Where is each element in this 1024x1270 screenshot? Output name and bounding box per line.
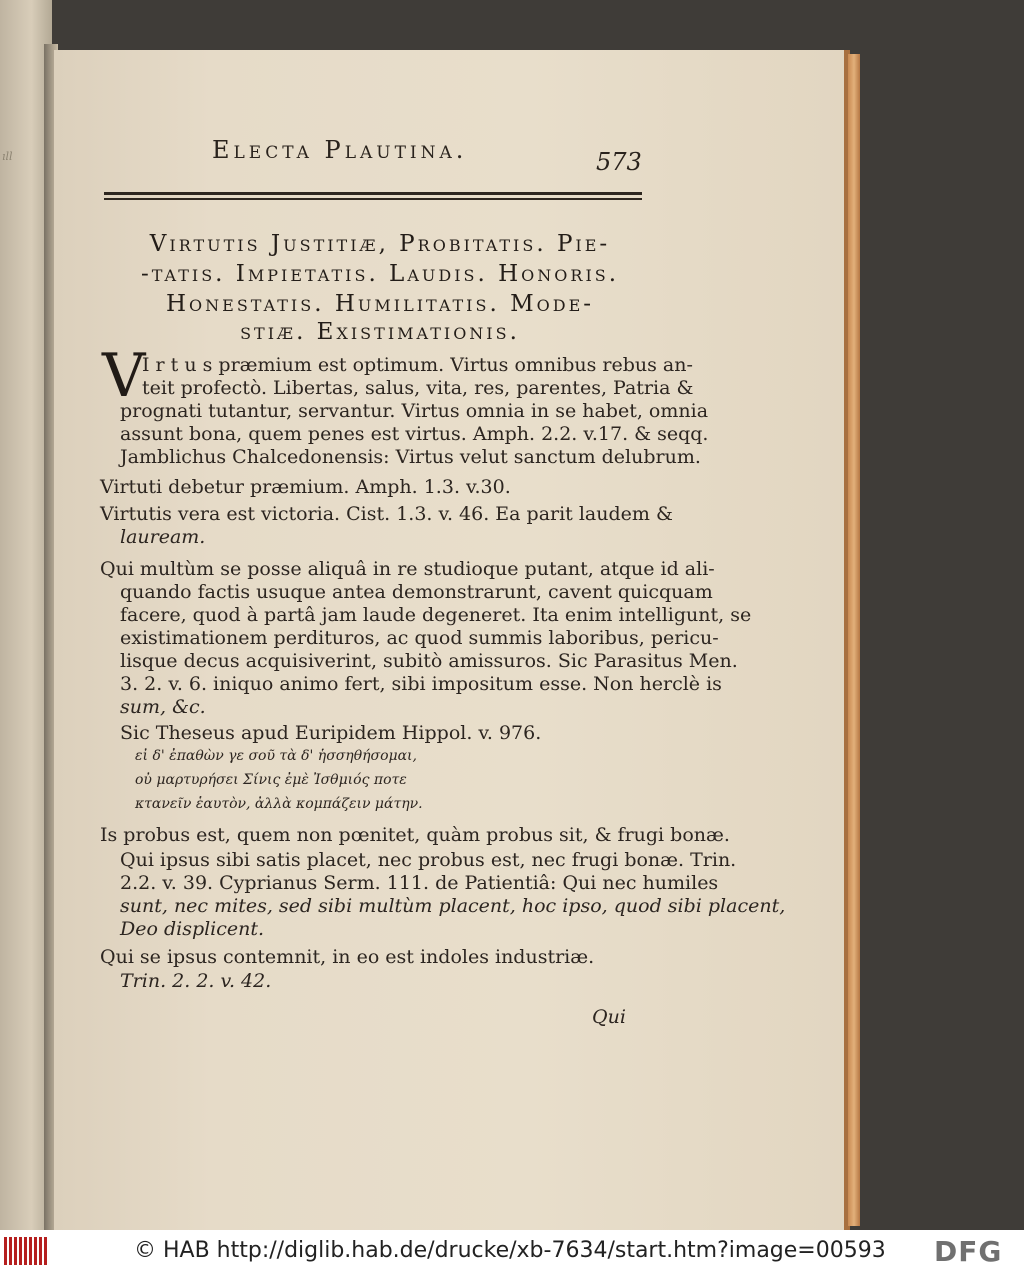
running-header: Electa Plautina.	[212, 136, 468, 164]
paragraph-line: I r t u s præmium est optimum. Virtus omnibus rebus an-	[142, 354, 693, 376]
paragraph-line: Virtuti debetur præmium. Amph. 1.3. v.30.	[100, 476, 511, 498]
header-rule	[104, 192, 642, 200]
dfg-logo: DFG	[934, 1235, 1003, 1268]
paragraph-line: lisque decus acquisiverint, subitò amissuros. Sic Parasitus Men.	[120, 650, 738, 672]
section-heading-line-4: stiæ. Existimationis.	[240, 319, 520, 345]
paragraph-line: Qui se ipsus contemnit, in eo est indoles industriæ.	[100, 946, 595, 968]
section-heading-line-2: -tatis. Impietatis. Laudis. Honoris.	[140, 261, 620, 287]
page-edge	[848, 54, 860, 1226]
paragraph-line: Sic Theseus apud Euripidem Hippol. v. 976.	[120, 722, 542, 744]
paragraph-line: Virtutis vera est victoria. Cist. 1.3. v. 46. Ea parit laudem &	[100, 503, 673, 525]
section-heading-line-3: Honestatis. Humilitatis. Mode-	[165, 291, 595, 317]
paragraph-line: Jamblichus Chalcedonensis: Virtus velut sanctum delubrum.	[120, 446, 701, 468]
paragraph-line: assunt bona, quem penes est virtus. Amph. 2.2. v.17. & seqq.	[120, 423, 709, 445]
paragraph-line: quando factis usuque antea demonstrarunt, cavent quicquam	[120, 581, 713, 603]
paragraph-line: 2.2. v. 39. Cyprianus Serm. 111. de Patientiâ: Qui nec humiles	[120, 872, 719, 894]
paragraph-line: Trin. 2. 2. v. 42.	[120, 970, 272, 992]
paragraph-line: sum, &c.	[120, 696, 206, 718]
paragraph-line: existimationem perdituros, ac quod summis laboribus, pericu-	[120, 627, 719, 649]
paragraph-line: facere, quod à partâ jam laude degeneret. Ita enim intelligunt, se	[120, 604, 752, 626]
section-heading-line-1: Virtutis Justitiæ, Probitatis. Pie-	[149, 231, 611, 257]
facing-page-edge: ıll	[0, 0, 52, 1230]
greek-verse-line: οὐ μαρτυρήσει Σίνις ἐμὲ Ἰσθμιός ποτε	[135, 772, 407, 788]
paragraph-line: 3. 2. v. 6. iniquo animo fert, sibi impositum esse. Non herclè is	[120, 673, 722, 695]
copyright-url[interactable]: © HAB http://diglib.hab.de/drucke/xb-7634/start.htm?image=00593	[134, 1238, 886, 1263]
paragraph-line: prognati tutantur, servantur. Virtus omnia in se habet, omnia	[120, 400, 709, 422]
footer-bar	[0, 1230, 1024, 1270]
paragraph-line: sunt, nec mites, sed sibi multùm placent, hoc ipso, quod sibi placent,	[120, 895, 786, 917]
paragraph-line: Is probus est, quem non pœnitet, quàm probus sit, & frugi bonæ.	[100, 824, 730, 846]
greek-verse-line: κτανεῖν ἑαυτὸν, ἀλλὰ κομπάζειν μάτην.	[135, 796, 423, 812]
paragraph-line: Qui ipsus sibi satis placet, nec probus est, nec frugi bonæ. Trin.	[120, 849, 737, 871]
paragraph-line: lauream.	[120, 526, 206, 548]
page-number: 573	[596, 148, 642, 176]
catchword: Qui	[592, 1006, 626, 1028]
paragraph-line: Qui multùm se posse aliquâ in re studioque putant, atque id ali-	[100, 558, 715, 580]
drop-capital: V	[102, 341, 146, 411]
hab-logo-icon	[4, 1237, 50, 1265]
greek-verse-line: εἰ δ' ἐπαθὼν γε σοῦ τὰ δ' ἡσσηθήσομαι,	[135, 748, 417, 764]
paragraph-line: Deo displicent.	[120, 918, 265, 940]
paragraph-line: teit profectò. Libertas, salus, vita, res, parentes, Patria &	[142, 377, 694, 399]
